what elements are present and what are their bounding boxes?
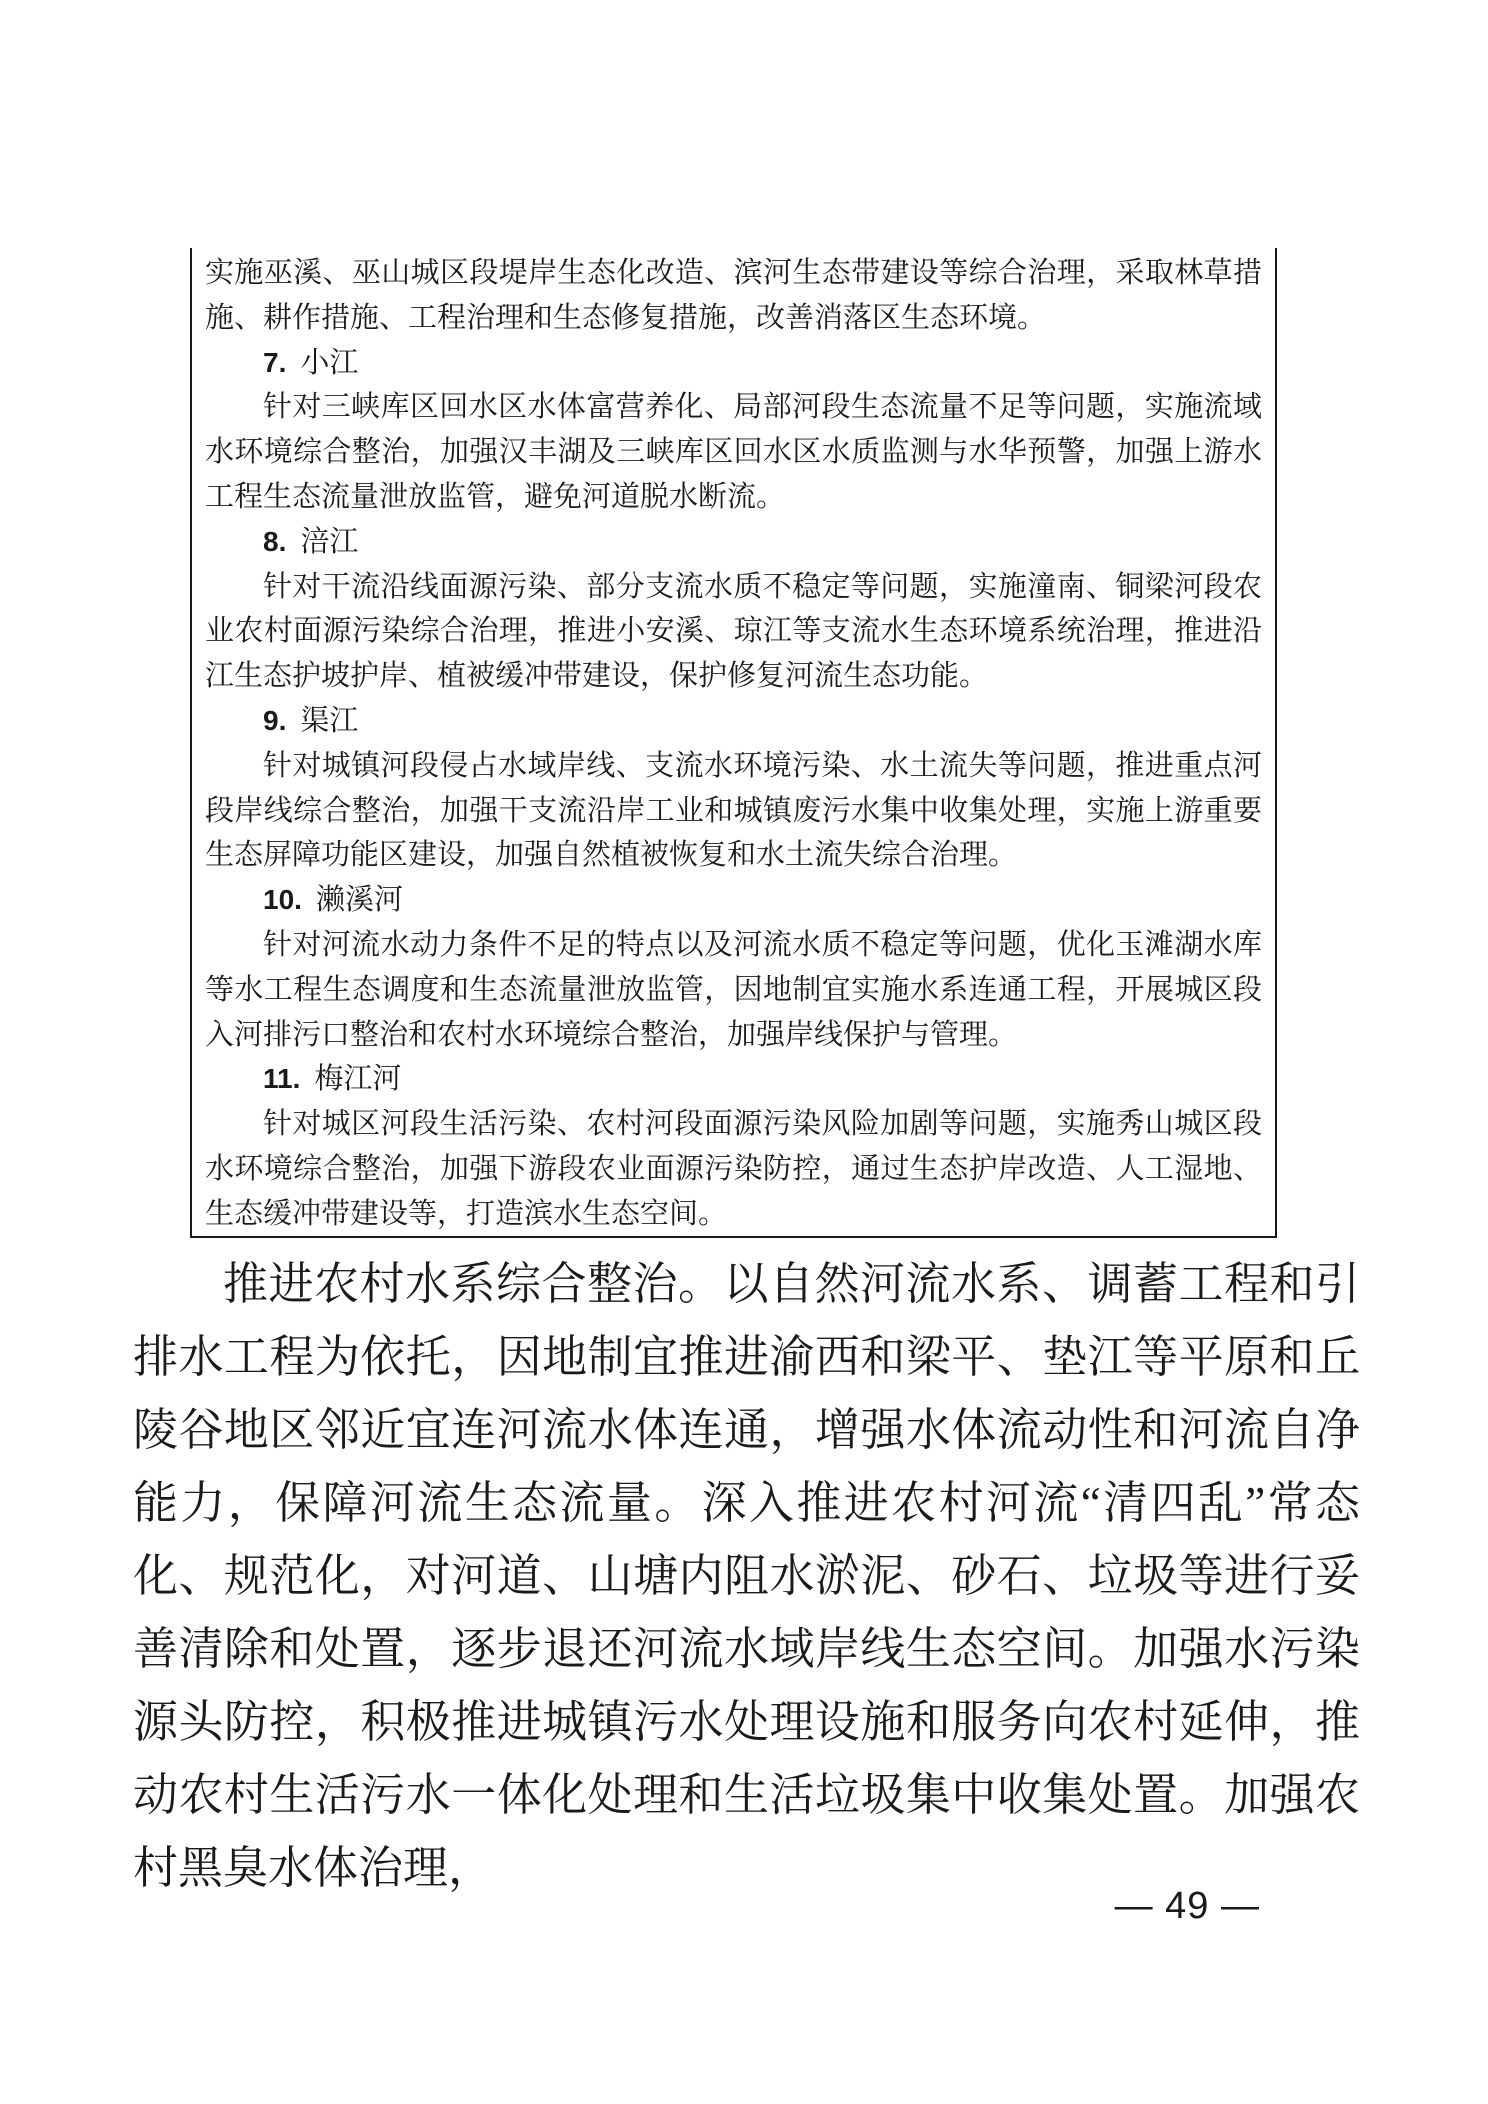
section-heading-11 [205,1057,1262,1102]
section-heading-8 [205,520,1262,565]
section-heading-10 [205,878,1262,923]
section-heading-7 [205,341,1262,386]
section-number: 11. [263,1063,301,1095]
section-number: 9. [263,704,287,736]
section-body-11: 针对城区河段生活污染、农村河段面源污染风险加剧等问题，实施秀山城区段水环境综合整治，加强下游段农业面源污染防控，通过生态护岸改造、人工湿地、生态缓冲带建设等，打造滨水生态空间。 [205,1108,1262,1230]
page-number: — 49 — [1114,1885,1260,1927]
section-body-7: 针对三峡库区回水区水体富营养化、局部河段生态流量不足等问题，实施流域水环境综合整治，加强汉丰湖及三峡库区回水区水质监测与水华预警，加强上游水工程生态流量泄放监管，避免河道脱水断流。 [205,391,1262,513]
section-number: 10. [263,884,302,916]
continued-paragraph: 实施巫溪、巫山城区段堤岸生态化改造、滨河生态带建设等综合治理，采取林草措施、耕作措施、工程治理和生态修复措施，改善消落区生态环境。 [205,257,1262,334]
section-title: 渠江 [300,704,359,737]
river-sections-box [190,248,1277,1238]
section-body-10: 针对河流水动力条件不足的特点以及河流水质不稳定等问题，优化玉滩湖水库等水工程生态调度和生态流量泄放监管，因地制宜实施水系连通工程，开展城区段入河排污口整治和农村水环境综合整治，加强岸线保护与管理。 [205,928,1262,1051]
body-paragraph: 推进农村水系综合整治。以自然河流水系、调蓄工程和引排水工程为依托，因地制宜推进渝西和梁平、垫江等平原和丘陵谷地区邻近宜连河流水体连通，增强水体流动性和河流自净能力，保障河流生态流量。深入推进农村河流“清四乱”常态化、规范化，对河道、山塘内阻水淤泥、砂石、垃圾等进行妥善清除和处置，逐步退还河流水域岸线生态空间。加强水污染源头防控，积极推进城镇污水处理设施和服务向农村延伸，推动农村生活污水一体化处理和生活垃圾集中收集处置。加强农村黑臭水体治理， [133,1259,1360,1893]
section-title: 梅江河 [314,1063,402,1096]
section-heading-9 [205,699,1262,744]
section-number: 7. [263,346,287,378]
section-body-8: 针对干流沿线面源污染、部分支流水质不稳定等问题，实施潼南、铜梁河段农业农村面源污染综合治理，推进小安溪、琼江等支流水生态环境系统治理，推进沿江生态护坡护岸、植被缓冲带建设，保护修复河流生态功能。 [205,570,1262,693]
section-body-9: 针对城镇河段侵占水域岸线、支流水环境污染、水土流失等问题，推进重点河段岸线综合整治，加强干支流沿岸工业和城镇废污水集中收集处理，实施上游重要生态屏障功能区建设，加强自然植被恢复和水土流失综合治理。 [205,749,1262,872]
section-title: 涪江 [300,525,359,558]
section-title: 濑溪河 [315,884,403,917]
section-title: 小江 [300,346,359,379]
section-number: 8. [263,525,287,557]
